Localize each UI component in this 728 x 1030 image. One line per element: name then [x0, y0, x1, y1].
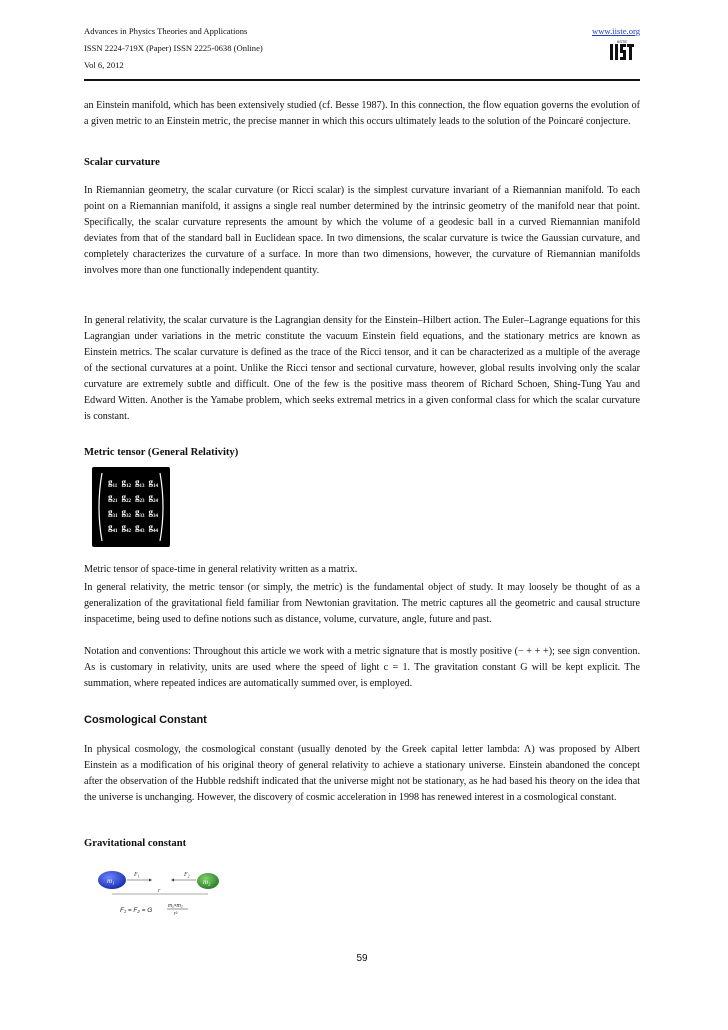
cosmological-paragraph: In physical cosmology, the cosmological constant (usually denoted by the Greek capital letter lambda: Λ) was proposed by Albert Einstein as a modification of his original theory of general relativity to achieve a stationary universe. Einstein abandoned the concept after the observation of the Hubble redshift indicated that the universe might not be stationary, as he had based his theory on the idea that the universe is unchanging. However, the discovery of cosmic acceleration in 1998 has renewed interest in a cosmological constant. — [84, 744, 640, 803]
heading-scalar-curvature: Scalar curvature — [84, 157, 160, 168]
mass-1-label: m — [107, 877, 113, 885]
heading-cosmological-constant: Cosmological Constant — [84, 714, 207, 726]
scalar-paragraph-2: In general relativity, the scalar curvature is the Lagrangian density for the Einstein–Hilbert action. The Euler–Lagrange equations for this Lagrangian under variations in the metric constitute the vacuum Einstein field equations, and the stationary metrics are known as Einstein metrics. The scalar curvature is defined as the trace of the Ricci tensor, and it can be characterized as a multiple of the average of the sectional curvatures at a point. Unlike the Ricci tensor and sectional curvature, however, global results involving only the scalar curvature are extremely subtle and difficult. One of the few is the positive mass theorem of Richard Schoen, Shing-Tung Yau and Edward Witten. Another is the Yamabe problem, which seeks extremal metrics in a given conformal class for which the scalar curvature is constant. — [84, 315, 640, 422]
metric-paragraph-1: In general relativity, the metric tensor (or simply, the metric) is the fundamental object of study. It may loosely be thought of as a generalization of the gravitational field familiar from Newtonian gravitation. The metric captures all the geometric and causal structure inspacetime, being used to define notions such as distance, volume, curvature, angle, future and past. — [84, 582, 640, 625]
formula-denominator: r² — [174, 911, 178, 917]
metric-caption: Metric tensor of space-time in general relativity written as a matrix. — [84, 564, 358, 575]
matrix-cell: $g_{34}$ — [148, 507, 158, 519]
svg-text:F1: $F_1$ — [134, 872, 140, 879]
matrix-cell: $g_{31}$ — [108, 507, 118, 519]
page-number: 59 — [356, 953, 368, 964]
matrix-cell: $g_{42}$ — [121, 522, 131, 534]
page-header — [84, 26, 640, 86]
gravitation-figure — [94, 860, 224, 924]
formula-lhs: F₁ = F₂ = G — [120, 907, 153, 914]
matrix-cell: $g_{44}$ — [148, 522, 158, 534]
metric-tensor-matrix — [92, 467, 170, 547]
matrix-cell: $g_{33}$ — [135, 507, 145, 519]
volume-line: Vol 6, 2012 — [84, 60, 124, 70]
matrix-cell: $g_{14}$ — [148, 477, 158, 489]
mass-2-label: m — [203, 878, 209, 886]
metric-paragraph-2: Notation and conventions: Throughout this article we work with a metric signature that is mostly positive (− + + +); see sign convention. As is customary in relativity, units are used where the speed of light c = 1. The gravitation constant G will be kept explicit. The summation, where repeated indices are automatically summed over, is employed. — [84, 646, 640, 689]
journal-url-link[interactable]: www.iiste.org — [592, 26, 640, 36]
journal-title: Advances in Physics Theories and Applications — [84, 26, 248, 36]
distance-label: r — [158, 888, 161, 894]
issn-line: ISSN 2224-719X (Paper) ISSN 2225-0638 (Online) — [84, 43, 263, 53]
left-paren-icon — [99, 473, 102, 541]
matrix-cell: $g_{23}$ — [135, 492, 145, 504]
scalar-paragraph-1: In Riemannian geometry, the scalar curvature (or Ricci scalar) is the simplest curvature invariant of a Riemannian manifold. To each point on a Riemannian manifold, it assigns a single real number determined by the intrinsic geometry of the manifold near that point. Specifically, the scalar curvature represents the amount by which the volume of a geodesic ball in a curved Riemannian manifold deviates from that of the standard ball in Euclidean space. In two dimensions, the scalar curvature is twice the Gaussian curvature, and completely characterizes the curvature of a surface. In more than two dimensions, however, the curvature of Riemannian manifolds involves more than one functionally independent quantity. — [84, 185, 640, 276]
force-2-label: F — [184, 872, 188, 878]
matrix-cell: $g_{32}$ — [121, 507, 131, 519]
heading-metric-tensor: Metric tensor (General Relativity) — [84, 447, 239, 458]
matrix-cell: $g_{24}$ — [148, 492, 158, 504]
matrix-cell: $g_{21}$ — [108, 492, 118, 504]
matrix-cell: $g_{12}$ — [121, 477, 131, 489]
formula-numerator: m₁×m₂ — [168, 903, 183, 909]
svg-text:IISTE: IISTE — [616, 39, 628, 44]
matrix-cell: $g_{11}$ — [108, 477, 118, 489]
heading-gravitational-constant: Gravitational constant — [84, 838, 187, 849]
force-1-label: F — [134, 872, 138, 878]
svg-text:F2: $F_2$ — [184, 872, 190, 879]
matrix-cell: $g_{43}$ — [135, 522, 145, 534]
svg-text:m2: $m_2$ — [203, 878, 211, 887]
right-paren-icon — [160, 473, 163, 541]
matrix-cell: $g_{13}$ — [135, 477, 145, 489]
matrix-cell: $g_{22}$ — [121, 492, 131, 504]
intro-paragraph: an Einstein manifold, which has been extensively studied (cf. Besse 1987). In this connection, the flow equation governs the evolution of a given metric to an Einstein metric, the precise manner in which this occurs ultimately leads to the solution of the Poincaré conjecture. — [84, 100, 640, 127]
svg-text:m1: $m_1$ — [107, 877, 115, 886]
header-rule — [84, 79, 640, 81]
iiste-logo — [608, 38, 636, 62]
matrix-cell: $g_{41}$ — [108, 522, 118, 534]
matrix-graphic — [92, 467, 170, 547]
